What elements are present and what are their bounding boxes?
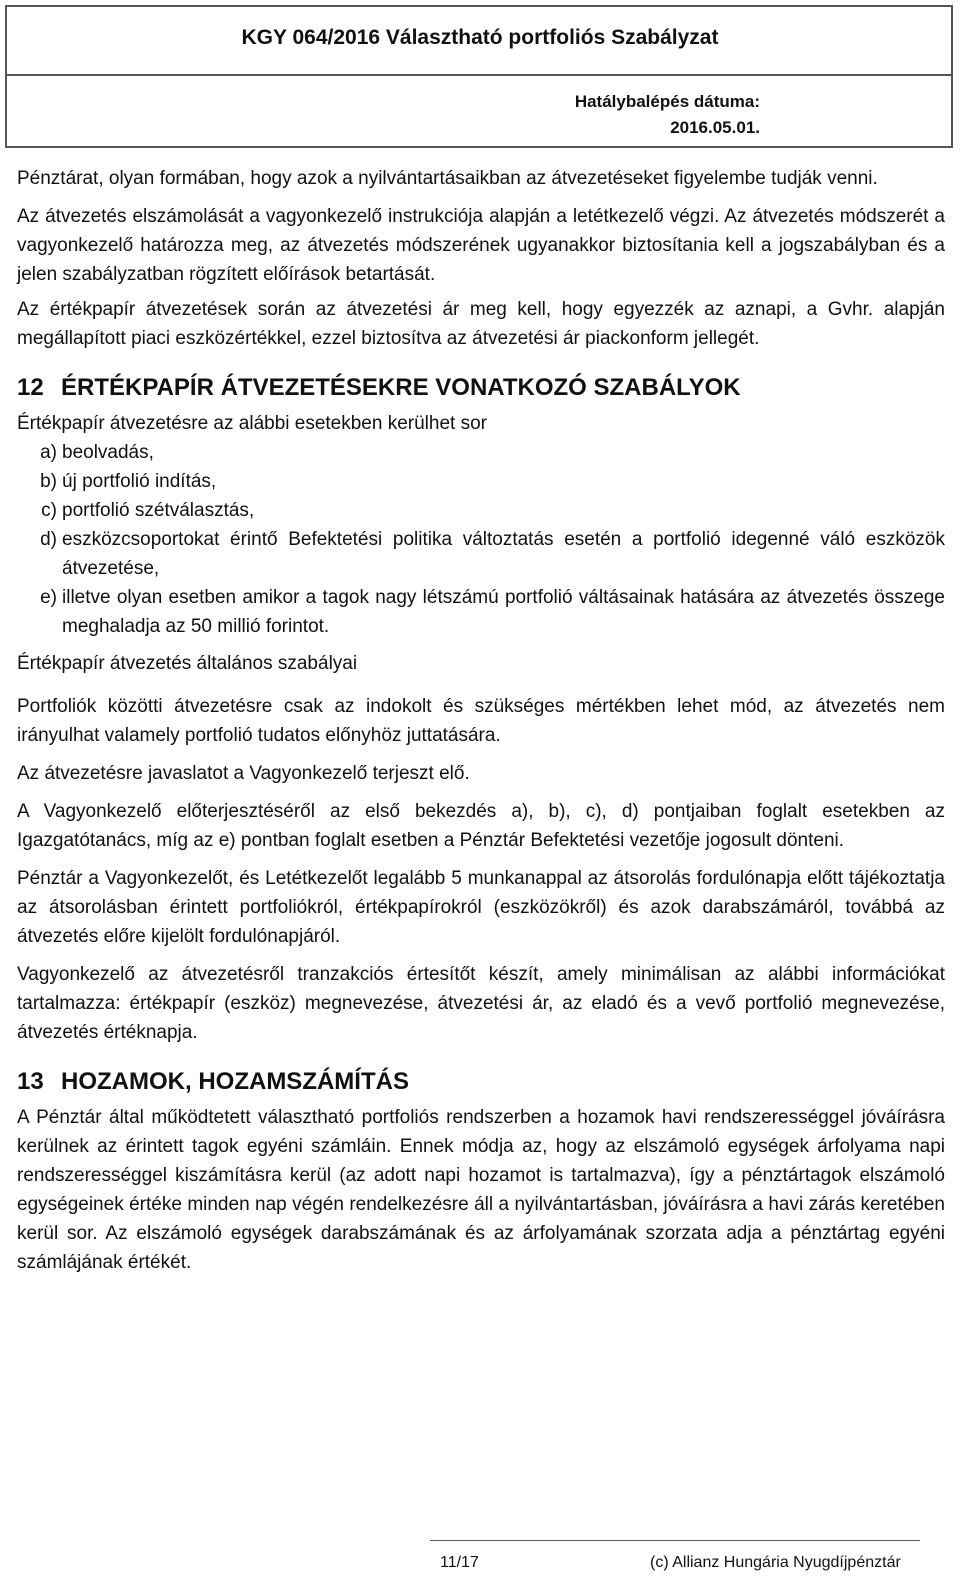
section-12-heading bbox=[17, 371, 945, 405]
page-header bbox=[0, 0, 960, 152]
intro-paragraph-2: Az átvezetés elszámolását a vagyonkezelő instrukciója alapján a letétkezelő végzi. Az átvezetés módszerét a vagyonkezelő határozza meg, az átvezetés módszerének ugyanakkor biztosítania kell a jogszabályban és a jelen szabályzatban rögzített előírások betartását. bbox=[17, 206, 945, 285]
page-number: 11/17 bbox=[440, 1554, 479, 1571]
case-list bbox=[17, 438, 945, 641]
list-item bbox=[17, 438, 945, 467]
list-item-text: új portfolió indítás, bbox=[62, 471, 217, 492]
list-marker: b) bbox=[40, 471, 57, 492]
general-rules-subheading: Értékpapír átvezetés általános szabályai bbox=[17, 653, 358, 674]
footer-divider bbox=[430, 1540, 920, 1541]
list-marker: e) bbox=[40, 587, 57, 608]
effective-date-value: 2016.05.01. bbox=[670, 118, 760, 137]
intro-paragraph-1: Pénztárat, olyan formában, hogy azok a nyilvántartásaikban az átvezetéseket figyelembe tudják venni. bbox=[17, 168, 878, 189]
section-13-number: 13 bbox=[17, 1068, 44, 1095]
list-item-text: illetve olyan esetben amikor a tagok nagy létszámú portfolió váltásainak hatására az átvezetés összege meghaladja az 50 millió forintot. bbox=[62, 587, 945, 637]
list-marker: a) bbox=[40, 442, 57, 463]
list-marker: d) bbox=[40, 529, 57, 550]
section-12-paragraph-1: Portfoliók közötti átvezetésre csak az indokolt és szükséges mértékben lehet mód, az átvezetés nem irányulhat valamely portfolió tudatos előnyhöz juttatására. bbox=[17, 696, 945, 746]
document-body bbox=[17, 164, 945, 1286]
list-item bbox=[17, 583, 945, 641]
list-item-text: eszközcsoportokat érintő Befektetési politika változtatás esetén a portfolió idegenné váló eszközök átvezetése, bbox=[62, 529, 945, 579]
section-12-paragraph-5: Vagyonkezelő az átvezetésről tranzakciós értesítőt készít, amely minimálisan az alábbi információkat tartalmazza: értékpapír (eszköz) megnevezése, átvezetési ár, az eladó és a vevő portfolió megnevezése, átvezetés értéknapja. bbox=[17, 964, 945, 1043]
intro-paragraph-3: Az értékpapír átvezetések során az átvezetési ár meg kell, hogy egyezzék az aznapi, a Gvhr. alapján megállapított piaci eszközértékkel, ezzel biztosítva az átvezetési ár piackonform jellegét. bbox=[17, 299, 945, 349]
section-12-paragraph-2: Az átvezetésre javaslatot a Vagyonkezelő terjeszt elő. bbox=[17, 763, 470, 784]
section-12-lead: Értékpapír átvezetésre az alábbi esetekben kerülhet sor bbox=[17, 413, 487, 434]
page-footer bbox=[0, 1540, 960, 1580]
copyright-notice: (c) Allianz Hungária Nyugdíjpénztár bbox=[650, 1554, 901, 1571]
section-13-heading bbox=[17, 1065, 945, 1099]
section-12-title: ÉRTÉKPAPÍR ÁTVEZETÉSEKRE VONATKOZÓ SZABÁLYOK bbox=[61, 374, 741, 401]
section-12-paragraph-3: A Vagyonkezelő előterjesztéséről az első bekezdés a), b), c), d) pontjaiban foglalt esetekben az Igazgatótanács, míg az e) pontban foglalt esetben a Pénztár Befektetési vezetője jogosult dönteni. bbox=[17, 801, 945, 851]
effective-date-label: Hatálybalépés dátuma: bbox=[574, 92, 760, 111]
list-item-text: beolvadás, bbox=[62, 442, 154, 463]
section-13-title: HOZAMOK, HOZAMSZÁMÍTÁS bbox=[61, 1068, 409, 1095]
list-marker: c) bbox=[41, 500, 57, 521]
document-title: KGY 064/2016 Választható portfoliós Szabályzat bbox=[241, 26, 719, 49]
list-item bbox=[17, 496, 945, 525]
section-12-paragraph-4: Pénztár a Vagyonkezelőt, és Letétkezelőt legalább 5 munkanappal az átsorolás fordulónapja előtt tájékoztatja az átsorolásban érintett portfoliókról, értékpapírokról (eszközökről) és azok darabszámáról, továbbá az átvezetés előre kijelölt fordulónapjáról. bbox=[17, 868, 945, 947]
header-divider bbox=[5, 74, 953, 76]
section-12-number: 12 bbox=[17, 374, 44, 401]
list-item bbox=[17, 525, 945, 583]
section-13-paragraph-1: A Pénztár által működtetett választható portfoliós rendszerben a hozamok havi rendszerességgel jóváírásra kerülnek az érintett tagok egyéni számláin. Ennek módja az, hogy az elszámoló egységek árfolyama napi rendszerességgel kiszámításra kerül (az adott napi hozamot is tartalmazva), így a pénztártagok elszámoló egységeinek értéke minden nap végén rendelkezésre áll a nyilvántartásban, jóváírásra a havi zárás keretében kerül sor. Az elszámoló egységek darabszámának és az árfolyamának szorzata adja a pénztártag egyéni számlájának értékét. bbox=[17, 1107, 945, 1273]
list-item-text: portfolió szétválasztás, bbox=[62, 500, 255, 521]
list-item bbox=[17, 467, 945, 496]
